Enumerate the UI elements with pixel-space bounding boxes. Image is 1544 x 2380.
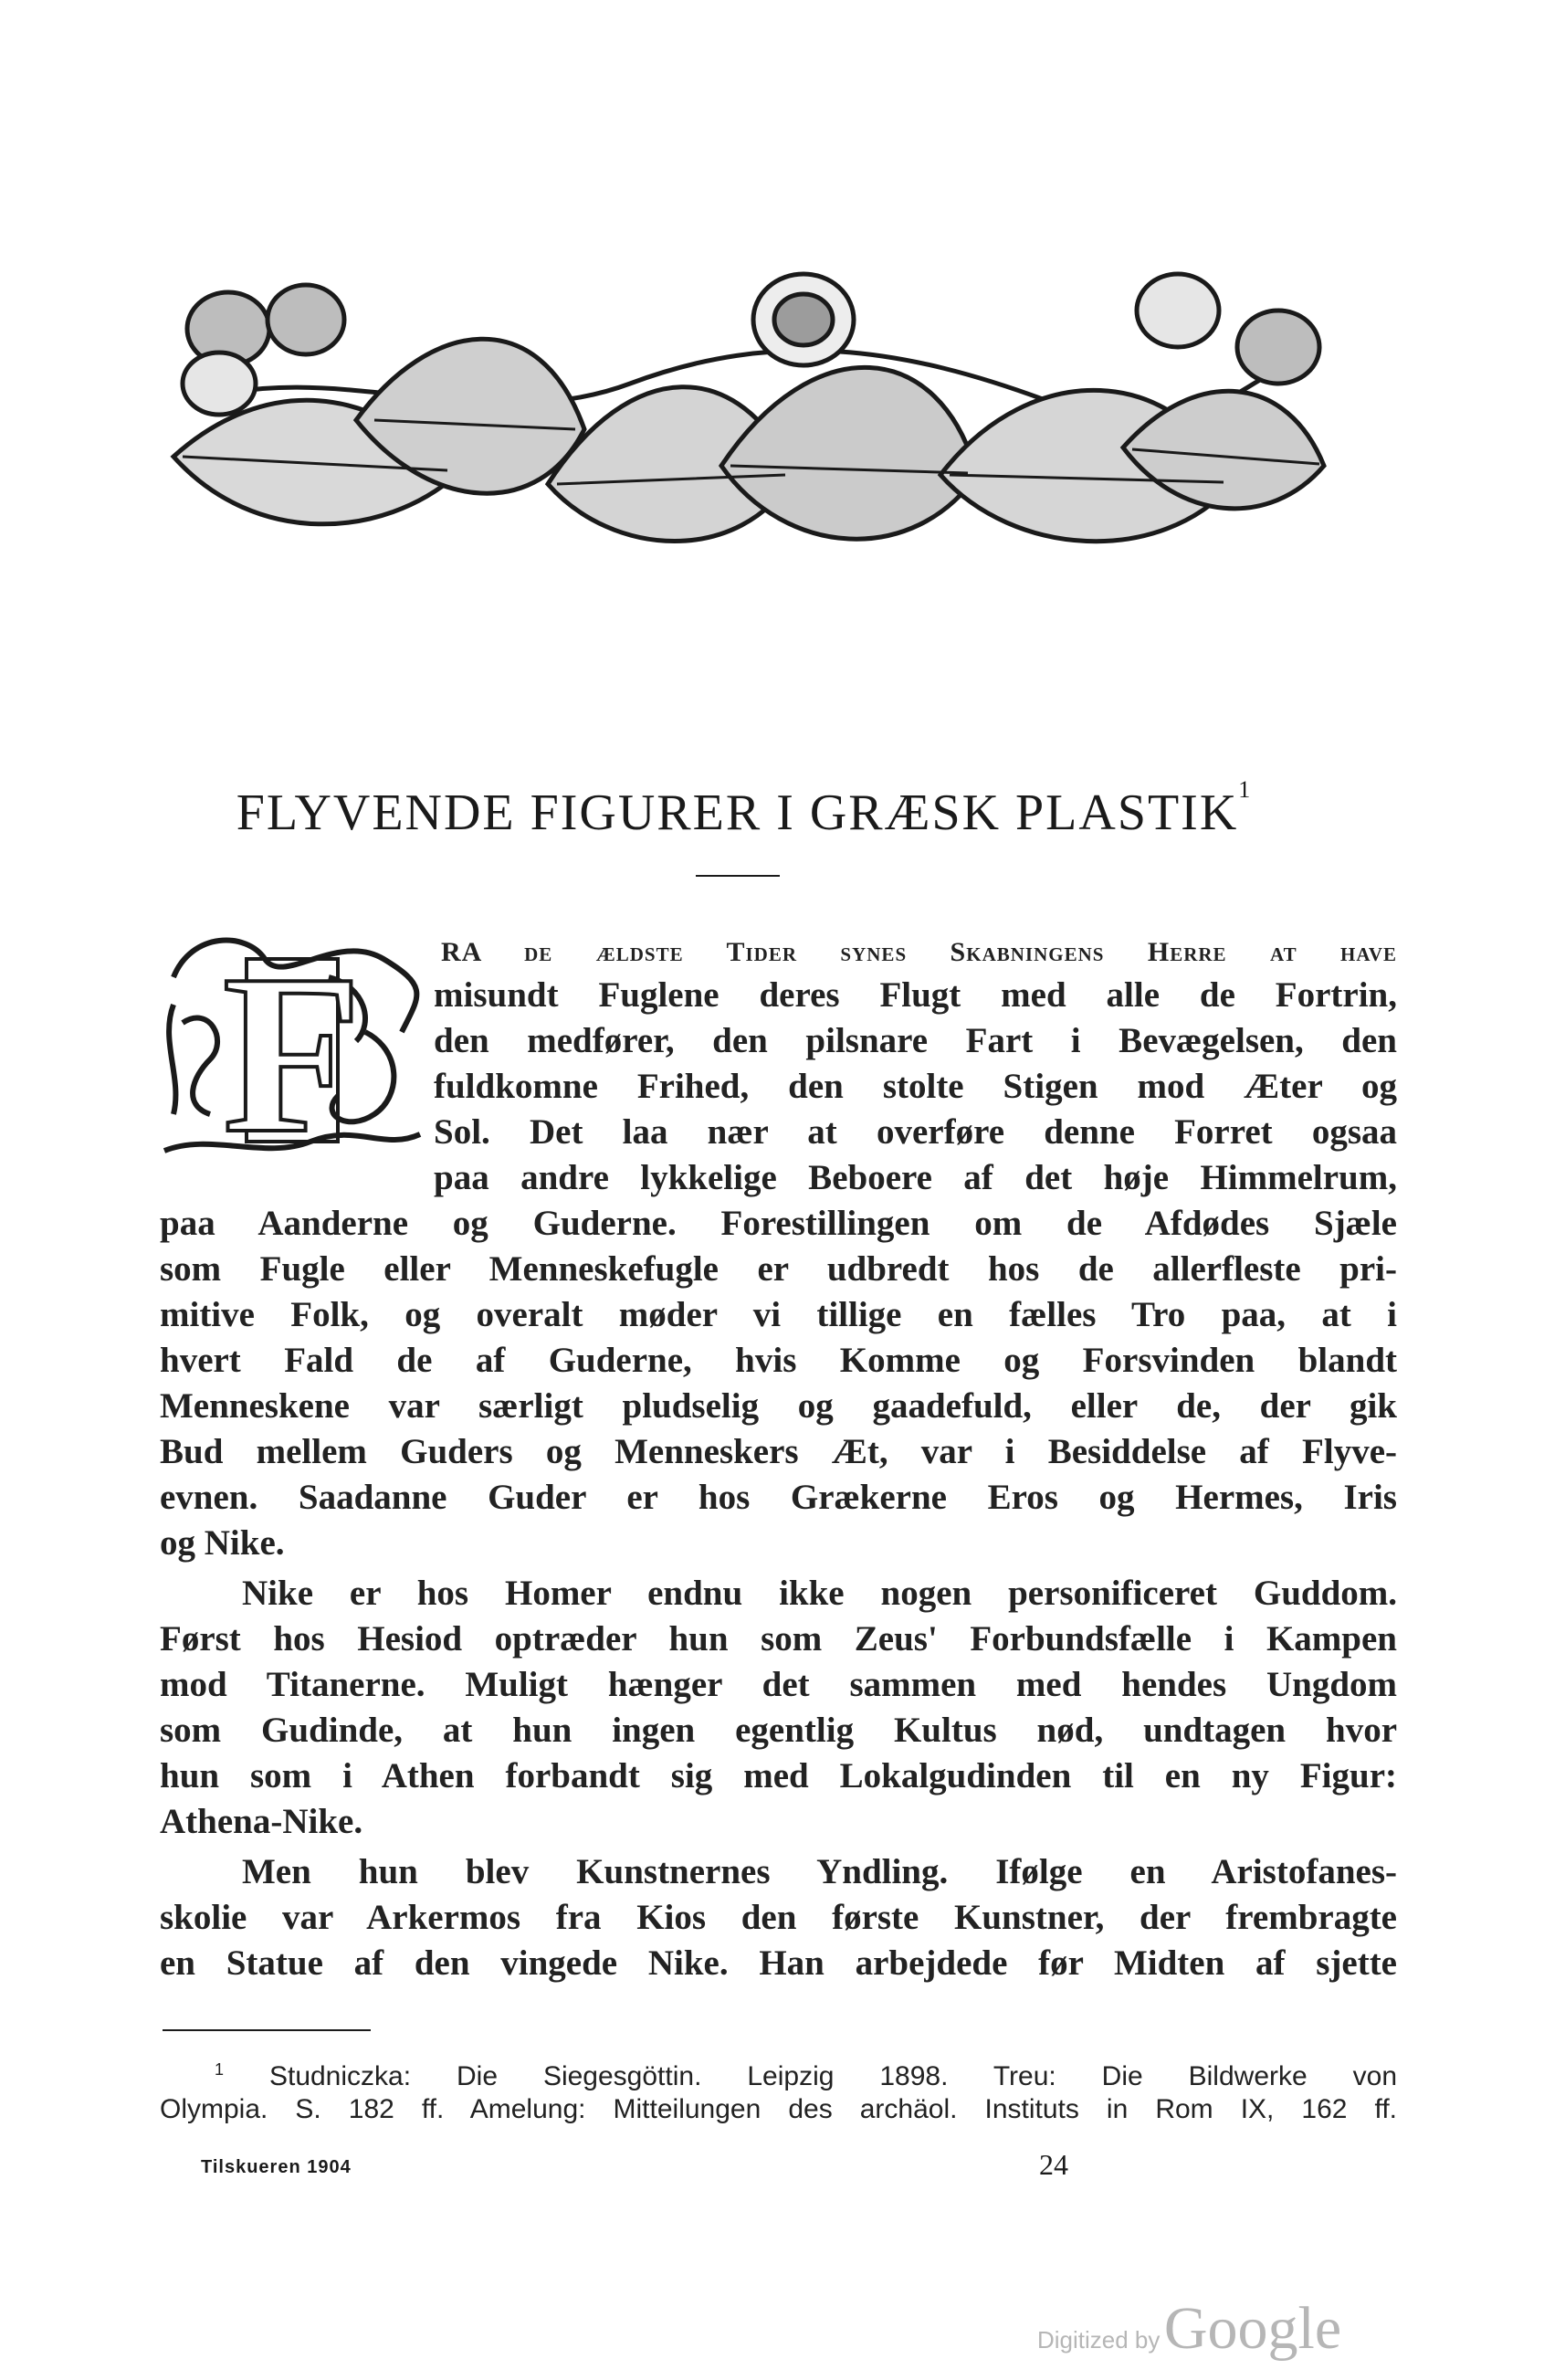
body-line: skolie var Arkermos fra Kios den første Kunstner, der frembragte xyxy=(160,1898,1397,1937)
body-line: evnen. Saadanne Guder er hos Grækerne Eros og Hermes, Iris xyxy=(160,1478,1397,1517)
initial-letter-glyph: F xyxy=(222,928,362,1162)
body-line: den medfører, den pilsnare Fart i Bevægelsen, den xyxy=(434,1021,1397,1060)
body-line: paa Aanderne og Guderne. Forestillingen om de Afdødes Sjæle xyxy=(160,1204,1397,1243)
digitized-watermark xyxy=(1037,2294,1341,2364)
body-line: Menneskene var særligt pludselig og gaadefuld, eller de, der gik xyxy=(160,1386,1397,1426)
body-line: hun som i Athen forbandt sig med Lokalgudinden til en ny Figur: xyxy=(160,1756,1397,1796)
body-line: fuldkomne Frihed, den stolte Stigen mod Æter og xyxy=(434,1067,1397,1106)
oak-acorn-headpiece-ornament xyxy=(155,247,1333,575)
footnote-divider xyxy=(163,2029,371,2031)
body-line: misundt Fuglene deres Flugt med alle de Fortrin, xyxy=(434,975,1397,1015)
footnote-text-1: Studniczka: Die Siegesgöttin. Leipzig 1898. Treu: Die Bildwerke von xyxy=(268,2061,1397,2091)
body-line-1: RA de ældste Tider synes Skabningens Herre at have xyxy=(441,937,1397,967)
body-line xyxy=(441,927,1397,973)
title-footnote-mark: 1 xyxy=(1238,776,1253,803)
page-number: 24 xyxy=(1039,2148,1068,2181)
title-divider xyxy=(696,875,780,877)
body-line: en Statue af den vingede Nike. Han arbejdede før Midten af sjette xyxy=(160,1943,1397,1983)
body-line: mod Titanerne. Muligt hænger det sammen med hendes Ungdom xyxy=(160,1665,1397,1704)
body-line: Bud mellem Guders og Menneskers Æt, var i Besiddelse af Flyve- xyxy=(160,1432,1397,1471)
footnote-mark: 1 xyxy=(215,2060,225,2079)
body-line: som Fugle eller Menneskefugle er udbredt hos de allerfleste pri- xyxy=(160,1249,1397,1289)
body-line: Athena-Nike. xyxy=(160,1802,363,1841)
body-line: Nike er hos Homer endnu ikke nogen personificeret Guddom. xyxy=(242,1574,1397,1613)
body-line: Men hun blev Kunstnernes Yndling. Ifølge en Aristofanes- xyxy=(242,1852,1397,1891)
body-line: hvert Fald de af Guderne, hvis Komme og Forsvinden blandt xyxy=(160,1341,1397,1380)
body-line: som Gudinde, at hun ingen egentlig Kultus nød, undtagen hvor xyxy=(160,1711,1397,1750)
article-title: FLYVENDE FIGURER I GRÆSK PLASTIK$^1$ xyxy=(236,776,1253,841)
footnote-line-2: Olympia. S. 182 ff. Amelung: Mitteilungen des archäol. Instituts in Rom IX, 162 ff. xyxy=(160,2094,1397,2124)
body-line: Først hos Hesiod optræder hun som Zeus' Forbundsfælle i Kampen xyxy=(160,1619,1397,1659)
body-line: paa andre lykkelige Beboere af det høje Himmelrum, xyxy=(434,1158,1397,1197)
print-signature: Tilskueren 1904 xyxy=(201,2157,352,2177)
body-line: Sol. Det laa nær at overføre denne Forret ogsaa xyxy=(434,1112,1397,1152)
body-line: mitive Folk, og overalt møder vi tillige en fælles Tro paa, at i xyxy=(160,1295,1397,1334)
body-line: og Nike. xyxy=(160,1523,285,1563)
footnote-line-1 xyxy=(215,2051,1397,2095)
watermark-prefix: Digitized by xyxy=(1037,2326,1161,2354)
google-logo: Google xyxy=(1163,2295,1342,2362)
decorated-initial-letter xyxy=(155,922,429,1162)
